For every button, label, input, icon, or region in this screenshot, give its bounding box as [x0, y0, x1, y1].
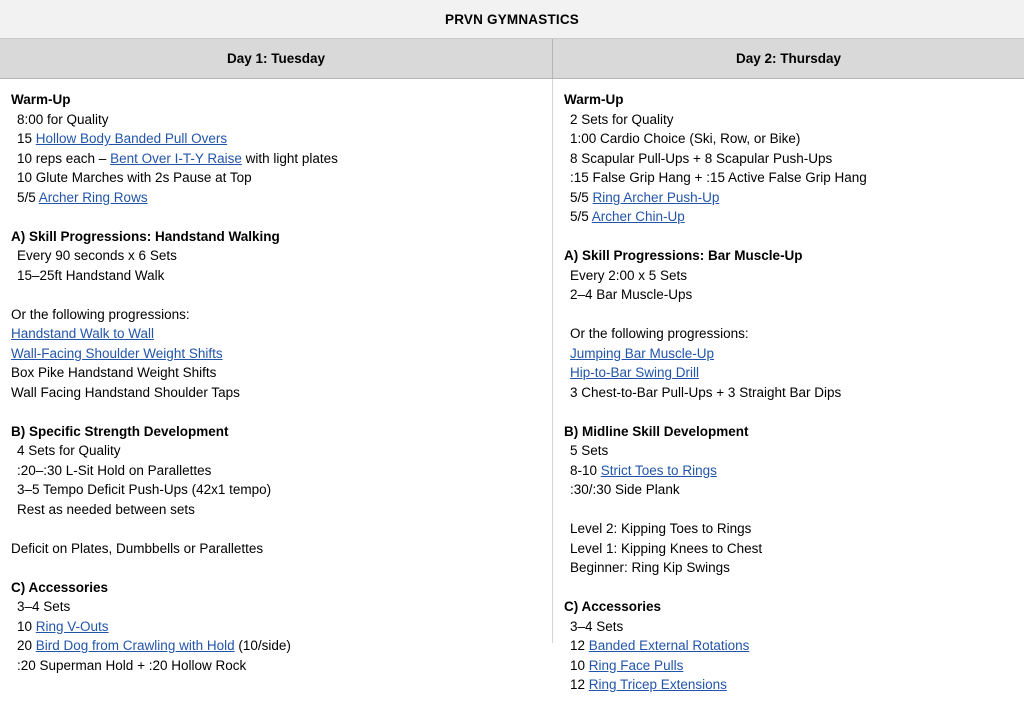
workout-section — [11, 227, 544, 422]
line-text: Rest as needed between sets — [17, 502, 195, 517]
section-spacer — [564, 695, 1016, 714]
line-text: 10 Glute Marches with 2s Pause at Top — [17, 170, 252, 185]
section-line — [11, 363, 544, 383]
day-2-header-label: Day 2: Thursday — [736, 51, 841, 66]
section-spacer — [564, 227, 1016, 247]
line-text: with light plates — [242, 151, 338, 166]
line-text: 4 Sets for Quality — [17, 443, 121, 458]
section-line — [564, 285, 1016, 305]
section-line — [11, 636, 544, 656]
section-line — [564, 344, 1016, 364]
line-text: Deficit on Plates, Dumbbells or Parallettes — [11, 541, 263, 556]
exercise-link[interactable]: Wall-Facing Shoulder Weight Shifts — [11, 346, 223, 361]
line-text: :20 Superman Hold + :20 Hollow Rock — [17, 658, 246, 673]
section-line — [564, 675, 1016, 695]
line-text: 10 reps each – — [17, 151, 110, 166]
section-heading: A) Skill Progressions: Bar Muscle-Up — [564, 246, 1016, 266]
workout-section — [11, 90, 544, 227]
line-text: 1:00 Cardio Choice (Ski, Row, or Bike) — [570, 131, 800, 146]
line-text: 5/5 — [570, 209, 592, 224]
exercise-link[interactable]: Ring Face Pulls — [589, 658, 684, 673]
exercise-link[interactable]: Ring V-Outs — [36, 619, 109, 634]
line-text: Every 90 seconds x 6 Sets — [17, 248, 177, 263]
section-line — [564, 188, 1016, 208]
section-line — [564, 324, 1016, 344]
line-text: 2–4 Bar Muscle-Ups — [570, 287, 692, 302]
exercise-link[interactable]: Bent Over I-T-Y Raise — [110, 151, 242, 166]
line-text: 8-10 — [570, 463, 601, 478]
day-1-column — [0, 79, 553, 643]
section-line — [11, 597, 544, 617]
section-heading: C) Accessories — [11, 578, 544, 598]
section-line — [564, 480, 1016, 500]
section-line — [11, 246, 544, 266]
exercise-link[interactable]: Ring Archer Push-Up — [593, 190, 720, 205]
section-line — [564, 519, 1016, 539]
line-text: (10/side) — [235, 638, 291, 653]
line-text: :15 False Grip Hang + :15 Active False Grip Hang — [570, 170, 867, 185]
line-text: 5/5 — [570, 190, 593, 205]
workout-section — [11, 578, 544, 695]
section-spacer — [11, 207, 544, 227]
line-text: Box Pike Handstand Weight Shifts — [11, 365, 216, 380]
day-2-header — [553, 39, 1024, 78]
section-line — [11, 519, 544, 539]
workout-section — [564, 90, 1016, 246]
line-text: 2 Sets for Quality — [570, 112, 674, 127]
section-line — [11, 441, 544, 461]
section-line — [564, 266, 1016, 286]
section-line — [11, 129, 544, 149]
day-1-header — [0, 39, 553, 78]
line-text: 10 — [17, 619, 36, 634]
line-text: 3 Chest-to-Bar Pull-Ups + 3 Straight Bar Dips — [570, 385, 841, 400]
section-line — [11, 539, 544, 559]
line-text: 5/5 — [17, 190, 39, 205]
section-spacer — [564, 578, 1016, 598]
day-2-column — [553, 79, 1024, 643]
section-line — [564, 149, 1016, 169]
section-line — [11, 656, 544, 676]
section-line — [11, 188, 544, 208]
line-text: 3–5 Tempo Deficit Push-Ups (42x1 tempo) — [17, 482, 271, 497]
section-line — [564, 617, 1016, 637]
section-heading: Warm-Up — [11, 90, 544, 110]
line-text: Beginner: Ring Kip Swings — [570, 560, 730, 575]
section-line — [564, 129, 1016, 149]
line-text: 20 — [17, 638, 36, 653]
line-text: 8:00 for Quality — [17, 112, 109, 127]
section-line — [11, 344, 544, 364]
section-line — [564, 461, 1016, 481]
section-heading: B) Specific Strength Development — [11, 422, 544, 442]
section-line — [564, 539, 1016, 559]
section-spacer — [564, 402, 1016, 422]
section-heading: B) Midline Skill Development — [564, 422, 1016, 442]
line-text: 15 — [17, 131, 36, 146]
line-text: 12 — [570, 638, 589, 653]
exercise-link[interactable]: Ring Tricep Extensions — [589, 677, 727, 692]
section-line — [11, 383, 544, 403]
line-text: 10 — [570, 658, 589, 673]
section-line — [11, 266, 544, 286]
line-text: Level 1: Kipping Knees to Chest — [570, 541, 762, 556]
section-line — [564, 168, 1016, 188]
exercise-link[interactable]: Banded External Rotations — [589, 638, 750, 653]
section-line — [11, 285, 544, 305]
section-line — [11, 461, 544, 481]
exercise-link[interactable]: Hip-to-Bar Swing Drill — [570, 365, 699, 380]
section-line — [11, 480, 544, 500]
exercise-link[interactable]: Archer Ring Rows — [39, 190, 148, 205]
line-text: 12 — [570, 677, 589, 692]
line-text: 3–4 Sets — [17, 599, 70, 614]
line-text: :20–:30 L-Sit Hold on Parallettes — [17, 463, 211, 478]
line-text: 3–4 Sets — [570, 619, 623, 634]
line-text: Every 2:00 x 5 Sets — [570, 268, 687, 283]
day-header-row — [0, 39, 1024, 79]
workout-section — [11, 422, 544, 578]
workout-section — [564, 597, 1016, 714]
exercise-link[interactable]: Jumping Bar Muscle-Up — [570, 346, 714, 361]
section-heading: A) Skill Progressions: Handstand Walking — [11, 227, 544, 247]
section-line — [564, 305, 1016, 325]
section-spacer — [11, 402, 544, 422]
section-line — [11, 305, 544, 325]
section-line — [11, 110, 544, 130]
line-text: 15–25ft Handstand Walk — [17, 268, 164, 283]
workout-section — [564, 246, 1016, 422]
day-1-header-label: Day 1: Tuesday — [227, 51, 325, 66]
line-text: Or the following progressions: — [11, 307, 190, 322]
section-line — [11, 617, 544, 637]
section-spacer — [11, 675, 544, 695]
line-text: :30/:30 Side Plank — [570, 482, 680, 497]
section-line — [11, 149, 544, 169]
section-line — [564, 656, 1016, 676]
section-line — [11, 500, 544, 520]
section-line — [564, 207, 1016, 227]
line-text: Level 2: Kipping Toes to Rings — [570, 521, 751, 536]
section-spacer — [11, 558, 544, 578]
section-line — [11, 168, 544, 188]
section-line — [564, 110, 1016, 130]
section-line — [564, 383, 1016, 403]
section-line — [564, 363, 1016, 383]
section-line — [11, 324, 544, 344]
section-line — [564, 558, 1016, 578]
section-heading: C) Accessories — [564, 597, 1016, 617]
day-columns — [0, 79, 1024, 643]
section-line — [564, 441, 1016, 461]
exercise-link[interactable]: Strict Toes to Rings — [601, 463, 717, 478]
line-text: Or the following progressions: — [570, 326, 749, 341]
line-text: 5 Sets — [570, 443, 608, 458]
page-title: PRVN GYMNASTICS — [445, 12, 579, 27]
document-title-bar — [0, 0, 1024, 39]
line-text: Wall Facing Handstand Shoulder Taps — [11, 385, 240, 400]
exercise-link[interactable]: Handstand Walk to Wall — [11, 326, 154, 341]
section-line — [564, 500, 1016, 520]
exercise-link[interactable]: Hollow Body Banded Pull Overs — [36, 131, 227, 146]
exercise-link[interactable]: Bird Dog from Crawling with Hold — [36, 638, 235, 653]
section-line — [564, 636, 1016, 656]
workout-section — [564, 422, 1016, 598]
exercise-link[interactable]: Archer Chin-Up — [592, 209, 685, 224]
line-text: 8 Scapular Pull-Ups + 8 Scapular Push-Ups — [570, 151, 832, 166]
section-heading: Warm-Up — [564, 90, 1016, 110]
